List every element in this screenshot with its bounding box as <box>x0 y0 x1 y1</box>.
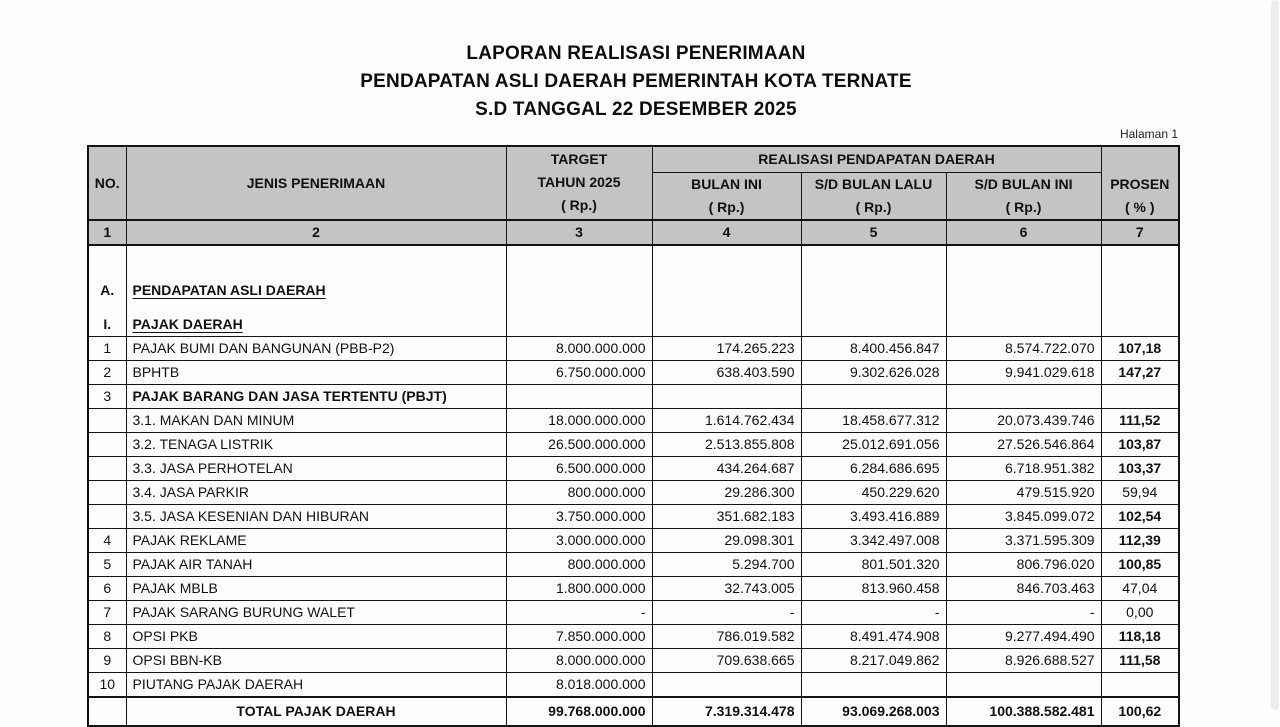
cell-sd-bulan-lalu: 813.960.458 <box>801 576 946 600</box>
cell-prosen: 59,94 <box>1101 480 1179 504</box>
cell-target: 800.000.000 <box>506 480 652 504</box>
cell-no <box>88 697 126 726</box>
cell-no: 2 <box>88 360 126 384</box>
cell-target: 6.750.000.000 <box>506 360 652 384</box>
cell-prosen: 103,37 <box>1101 456 1179 480</box>
cell-no: 6 <box>88 576 126 600</box>
cell-jenis: PENDAPATAN ASLI DAERAH <box>126 245 506 303</box>
cell-prosen: 100,62 <box>1101 697 1179 726</box>
cell-sd-bulan-lalu: 8.400.456.847 <box>801 336 946 360</box>
bulan-ini-label: BULAN INI <box>691 175 762 192</box>
page-edge-shadow <box>1271 0 1279 710</box>
cell-prosen: 0,00 <box>1101 600 1179 624</box>
cell-prosen: 100,85 <box>1101 552 1179 576</box>
cell-bulan-ini: 434.264.687 <box>652 456 801 480</box>
cell-prosen: 102,54 <box>1101 504 1179 528</box>
col-header-realisasi-group: REALISASI PENDAPATAN DAERAH <box>652 146 1101 172</box>
cell-sd-bulan-lalu: - <box>801 600 946 624</box>
table-row <box>88 360 1179 384</box>
cell-no <box>88 408 126 432</box>
cell-target: 6.500.000.000 <box>506 456 652 480</box>
cell-jenis: 3.4. JASA PARKIR <box>126 480 506 504</box>
cell-jenis: PAJAK REKLAME <box>126 528 506 552</box>
cell-target: 7.850.000.000 <box>506 624 652 648</box>
cell-no: 1 <box>88 336 126 360</box>
column-number-row <box>88 220 1179 245</box>
col-header-target <box>506 146 652 220</box>
cell-jenis: 3.5. JASA KESENIAN DAN HIBURAN <box>126 504 506 528</box>
cell-bulan-ini: 638.403.590 <box>652 360 801 384</box>
total-label: TOTAL PAJAK DAERAH <box>126 697 506 726</box>
colnum-3: 3 <box>506 220 652 245</box>
cell-prosen <box>1101 672 1179 697</box>
cell-sd-bulan-ini: 806.796.020 <box>946 552 1101 576</box>
cell-target: 8.000.000.000 <box>506 336 652 360</box>
colnum-4: 4 <box>652 220 801 245</box>
cell-no: 8 <box>88 624 126 648</box>
cell-bulan-ini: 174.265.223 <box>652 336 801 360</box>
cell-sd-bulan-ini <box>946 672 1101 697</box>
cell-sd-bulan-ini: 20.073.439.746 <box>946 408 1101 432</box>
cell-sd-bulan-ini: 6.718.951.382 <box>946 456 1101 480</box>
cell-bulan-ini: 5.294.700 <box>652 552 801 576</box>
cell-sd-bulan-lalu: 8.217.049.862 <box>801 648 946 672</box>
cell-sd-bulan-lalu <box>801 245 946 303</box>
cell-sd-bulan-ini <box>946 384 1101 408</box>
cell-no <box>88 432 126 456</box>
col-header-prosen <box>1101 146 1179 220</box>
cell-bulan-ini: 351.682.183 <box>652 504 801 528</box>
cell-bulan-ini: 786.019.582 <box>652 624 801 648</box>
cell-prosen: 111,58 <box>1101 648 1179 672</box>
cell-target: 8.000.000.000 <box>506 648 652 672</box>
cell-sd-bulan-ini: 8.574.722.070 <box>946 336 1101 360</box>
cell-bulan-ini: 2.513.855.808 <box>652 432 801 456</box>
table-row <box>88 528 1179 552</box>
cell-no: A. <box>88 245 126 303</box>
cell-bulan-ini: 29.286.300 <box>652 480 801 504</box>
cell-prosen: 147,27 <box>1101 360 1179 384</box>
cell-prosen: 47,04 <box>1101 576 1179 600</box>
cell-bulan-ini: 709.638.665 <box>652 648 801 672</box>
cell-sd-bulan-ini: 9.277.494.490 <box>946 624 1101 648</box>
cell-sd-bulan-ini: 479.515.920 <box>946 480 1101 504</box>
table-row <box>88 303 1179 337</box>
cell-sd-bulan-lalu <box>801 672 946 697</box>
title-line-2: PENDAPATAN ASLI DAERAH PEMERINTAH KOTA TERNATE <box>360 71 912 92</box>
cell-no <box>88 504 126 528</box>
cell-sd-bulan-lalu: 3.493.416.889 <box>801 504 946 528</box>
cell-no: I. <box>88 303 126 337</box>
cell-sd-bulan-lalu <box>801 303 946 337</box>
col-header-sd-bulan-lalu <box>801 172 946 220</box>
cell-target <box>506 303 652 337</box>
cell-jenis: 3.2. TENAGA LISTRIK <box>126 432 506 456</box>
table-row <box>88 245 1179 303</box>
cell-prosen: 118,18 <box>1101 624 1179 648</box>
cell-jenis: PAJAK BARANG DAN JASA TERTENTU (PBJT) <box>126 384 506 408</box>
colnum-1: 1 <box>88 220 126 245</box>
title-line-3: S.D TANGGAL 22 DESEMBER 2025 <box>475 99 797 120</box>
table-row <box>88 408 1179 432</box>
cell-bulan-ini: 32.743.005 <box>652 576 801 600</box>
cell-target: 3.000.000.000 <box>506 528 652 552</box>
cell-bulan-ini <box>652 384 801 408</box>
cell-sd-bulan-lalu: 18.458.677.312 <box>801 408 946 432</box>
table-row <box>88 504 1179 528</box>
cell-sd-bulan-lalu: 801.501.320 <box>801 552 946 576</box>
cell-no: 4 <box>88 528 126 552</box>
colnum-2: 2 <box>126 220 506 245</box>
prosen-unit: ( % ) <box>1124 198 1155 215</box>
cell-sd-bulan-ini: 3.845.099.072 <box>946 504 1101 528</box>
col-header-bulan-ini <box>652 172 801 220</box>
cell-bulan-ini <box>652 672 801 697</box>
table-row <box>88 624 1179 648</box>
cell-sd-bulan-ini: 27.526.546.864 <box>946 432 1101 456</box>
cell-bulan-ini: 7.319.314.478 <box>652 697 801 726</box>
cell-bulan-ini: 1.614.762.434 <box>652 408 801 432</box>
table-row <box>88 600 1179 624</box>
target-line-1: TARGET <box>550 151 608 168</box>
cell-sd-bulan-lalu <box>801 384 946 408</box>
cell-no <box>88 480 126 504</box>
cell-sd-bulan-lalu: 6.284.686.695 <box>801 456 946 480</box>
cell-no: 5 <box>88 552 126 576</box>
cell-target: 800.000.000 <box>506 552 652 576</box>
cell-sd-bulan-ini: 9.941.029.618 <box>946 360 1101 384</box>
cell-jenis: OPSI PKB <box>126 624 506 648</box>
cell-no <box>88 456 126 480</box>
table-row <box>88 384 1179 408</box>
cell-target: 26.500.000.000 <box>506 432 652 456</box>
cell-no: 9 <box>88 648 126 672</box>
page-number-label: Halaman 1 <box>1119 127 1178 141</box>
report-title <box>0 40 1272 124</box>
cell-target: 1.800.000.000 <box>506 576 652 600</box>
cell-jenis: BPHTB <box>126 360 506 384</box>
table-row <box>88 480 1179 504</box>
cell-target <box>506 245 652 303</box>
col-header-no: NO. <box>88 146 126 220</box>
cell-sd-bulan-ini: 846.703.463 <box>946 576 1101 600</box>
cell-target <box>506 384 652 408</box>
cell-target: 3.750.000.000 <box>506 504 652 528</box>
cell-sd-bulan-ini: 8.926.688.527 <box>946 648 1101 672</box>
cell-sd-bulan-lalu: 25.012.691.056 <box>801 432 946 456</box>
table-row <box>88 648 1179 672</box>
col-header-jenis: JENIS PENERIMAAN <box>126 146 506 220</box>
cell-jenis: PAJAK DAERAH <box>126 303 506 337</box>
cell-sd-bulan-ini: 3.371.595.309 <box>946 528 1101 552</box>
sd-bulan-ini-unit: ( Rp.) <box>1005 198 1042 215</box>
cell-sd-bulan-lalu: 450.229.620 <box>801 480 946 504</box>
cell-target: 99.768.000.000 <box>506 697 652 726</box>
sd-bulan-lalu-unit: ( Rp.) <box>855 198 892 215</box>
sd-bulan-lalu-label: S/D BULAN LALU <box>814 175 933 192</box>
prosen-label: PROSEN <box>1110 175 1170 192</box>
table-row <box>88 456 1179 480</box>
col-header-sd-bulan-ini <box>946 172 1101 220</box>
cell-prosen <box>1101 245 1179 303</box>
cell-no: 3 <box>88 384 126 408</box>
cell-jenis: PAJAK AIR TANAH <box>126 552 506 576</box>
title-line-1: LAPORAN REALISASI PENERIMAAN <box>466 43 806 64</box>
cell-sd-bulan-ini: 100.388.582.481 <box>946 697 1101 726</box>
cell-sd-bulan-lalu: 8.491.474.908 <box>801 624 946 648</box>
cell-prosen <box>1101 303 1179 337</box>
cell-jenis: 3.3. JASA PERHOTELAN <box>126 456 506 480</box>
cell-sd-bulan-ini: - <box>946 600 1101 624</box>
bulan-ini-unit: ( Rp.) <box>708 198 745 215</box>
cell-bulan-ini <box>652 303 801 337</box>
target-line-2: TAHUN 2025 <box>537 174 621 191</box>
cell-target: - <box>506 600 652 624</box>
cell-bulan-ini: - <box>652 600 801 624</box>
sd-bulan-ini-label: S/D BULAN INI <box>974 175 1073 192</box>
cell-target: 18.000.000.000 <box>506 408 652 432</box>
colnum-7: 7 <box>1101 220 1179 245</box>
cell-prosen: 107,18 <box>1101 336 1179 360</box>
cell-jenis: PIUTANG PAJAK DAERAH <box>126 672 506 697</box>
cell-jenis: OPSI BBN-KB <box>126 648 506 672</box>
revenue-table <box>87 145 1180 727</box>
cell-bulan-ini <box>652 245 801 303</box>
cell-no: 10 <box>88 672 126 697</box>
cell-no: 7 <box>88 600 126 624</box>
cell-jenis: PAJAK BUMI DAN BANGUNAN (PBB-P2) <box>126 336 506 360</box>
table-row <box>88 576 1179 600</box>
cell-prosen: 112,39 <box>1101 528 1179 552</box>
cell-sd-bulan-lalu: 3.342.497.008 <box>801 528 946 552</box>
cell-sd-bulan-lalu: 93.069.268.003 <box>801 697 946 726</box>
cell-jenis: PAJAK SARANG BURUNG WALET <box>126 600 506 624</box>
cell-sd-bulan-ini <box>946 245 1101 303</box>
table-row <box>88 336 1179 360</box>
cell-prosen: 111,52 <box>1101 408 1179 432</box>
cell-sd-bulan-lalu: 9.302.626.028 <box>801 360 946 384</box>
cell-jenis: PAJAK MBLB <box>126 576 506 600</box>
cell-sd-bulan-ini <box>946 303 1101 337</box>
cell-target: 8.018.000.000 <box>506 672 652 697</box>
total-row <box>88 697 1179 726</box>
cell-jenis: 3.1. MAKAN DAN MINUM <box>126 408 506 432</box>
cell-bulan-ini: 29.098.301 <box>652 528 801 552</box>
cell-prosen <box>1101 384 1179 408</box>
table-row <box>88 552 1179 576</box>
colnum-5: 5 <box>801 220 946 245</box>
table-row <box>88 432 1179 456</box>
cell-prosen: 103,87 <box>1101 432 1179 456</box>
target-line-3: ( Rp.) <box>561 197 597 214</box>
colnum-6: 6 <box>946 220 1101 245</box>
table-row <box>88 672 1179 697</box>
